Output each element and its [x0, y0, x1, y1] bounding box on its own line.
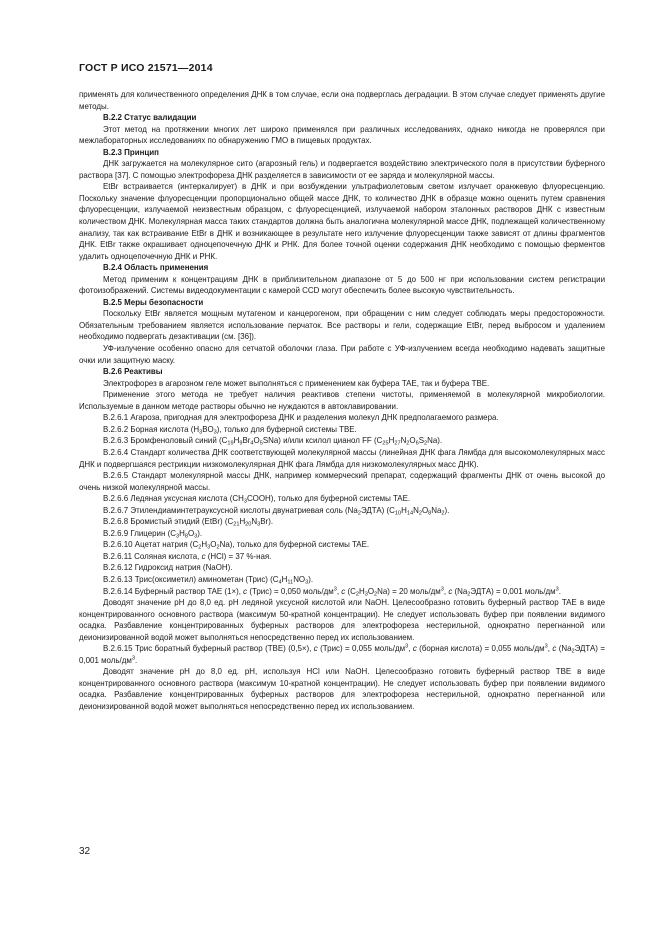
body-paragraph: Этот метод на протяжении многих лет широко применялся при различных исследованиях, однако никогда не проверялся при межлабораторных исследованиях по обнаружению ГМО в пищевых продуктах.: [79, 124, 605, 146]
body-paragraph: Применение этого метода не требует наличия реактивов степени чистоты, применяемой в молекулярной микробиологии. Используемые в данном методе растворы обычно не нуждаются в автоклавировании.: [79, 390, 605, 411]
body-paragraph: В.2.6.8 Бромистый этидий (EtBr) $(C_{21}H_{20}N_3Br)$.: [103, 517, 274, 528]
body-paragraph: В.2.6.15 Трис боратный буферный раствор (TBE) (0,5×), c (Трис) = 0,055 моль/$дм^3$, c (борная кислота) = 0,055 моль/$дм^3$, c $(Na_2ЭДТА) = 0,001$ моль/$дм^3$.: [79, 643, 605, 665]
page-number: 32: [79, 846, 91, 857]
body-paragraph: применять для количественного определения ДНК в том случае, если она подверглась деградации. В этом случае следует применять другие методы.: [79, 90, 605, 111]
section-heading: В.2.2 Статус валидации: [103, 113, 197, 123]
body-paragraph: УФ-излучение особенно опасно для сетчатой оболочки глаза. При работе с УФ-излучением всегда необходимо надевать защитные очки или защитную маску.: [79, 344, 605, 365]
document-body: [79, 89, 605, 713]
body-paragraph: В.2.6.14 Буферный раствор TAE (1×), c (Трис) = 0,050 моль/$дм^3$, c $(C_2H_3O_2Na) = 20$ моль/$дм^3$, c $(Na_2ЭДТА) = 0,001$ моль/$дм^3$.: [103, 586, 561, 598]
body-paragraph: В.2.6.13 Трис(оксиметил) аминометан (Трис) $(C_4H_{11}NO_3)$.: [103, 574, 314, 586]
body-paragraph: В.2.6.7 Этилендиаминтетрауксусной кислоты двунатриевая соль $(Na_2ЭДТА)$ $(C_{10}H_{14}N_2O_8Na_2)$.: [103, 505, 450, 517]
body-paragraph: В.2.6.10 Ацетат натрия $(C_2H_3O_2Na)$, только для буферной системы TAE.: [103, 540, 370, 551]
body-paragraph: Доводят значение pH до 8,0 ед. pH, используя HCl или NaOH. Целесообразно готовить буферный раствор TBE в виде концентрированного основного раствора (максимум 10-кратной концентрации). Не следует использовать буфер при появлении видимого осадка. Разбавление концентрированных буферных растворов для электрофореза нестерильной, однократно перегнанной или деионизированной водой может выполняться непосредственно перед их использованием.: [79, 667, 605, 711]
section-heading: В.2.6 Реактивы: [103, 367, 163, 377]
body-paragraph: В.2.6.5 Стандарт молекулярной массы ДНК, например коммерческий препарат, содержащий фрагменты ДНК от очень высокой до очень низкой молекулярной массы.: [79, 471, 605, 492]
body-paragraph: В.2.6.6 Ледяная уксусная кислота $(CH_3COOH)$, только для буферной системы TAE.: [103, 494, 411, 505]
body-paragraph: EtBr встраивается (интеркалирует) в ДНК и при возбуждении ультрафиолетовым светом излучает оранжевую флуоресценцию. Поскольку значение флуоресценции пропорционально общей массе ДНК, то количество ДНК в образце можно оценить путем сравнения флуоресценции, излучаемой неизвестным образцом, с флуоресценцией, излучаемой набором эталонных растворов ДНК с известным количеством ДНК. Молекулярная масса таких стандартов должна быть аналогична молекулярной массе ДНК, подлежащей количественному анализу, так как встраивание EtBr в ДНК и возникающее в результате него излучение флуоресценции также зависят от длины фрагментов ДНК. EtBr также окрашивает одноцепочечную ДНК и РНК. Для более точной оценки содержания ДНК необходимо с помощью ферментов удалить одноцепочечную ДНК и РНК.: [79, 182, 605, 261]
body-paragraph: Поскольку EtBr является мощным мутагеном и канцерогеном, при обращении с ним следует соблюдать меры предосторожности. Обязательным требованием является использование перчаток. Все растворы и гели, содержащие EtBr, перед выбросом и удалением необходимо подвергать дезактивации (см. [36]).: [79, 309, 605, 342]
body-paragraph: В.2.6.2 Борная кислота $(H_3BO_3)$, только для буферной системы TBE.: [103, 424, 357, 436]
body-paragraph: В.2.6.4 Стандарт количества ДНК соответствующей молекулярной массы (линейная ДНК фага Лямбда для высокомолекулярных масс ДНК и подвергшаяся рестрикции низкомолекулярная ДНК фага Лямбда для низкомолекулярных масс ДНК).: [79, 447, 605, 469]
body-paragraph: Электрофорез в агарозном геле может выполняться с применением как буфера TAE, так и буфера TBE.: [103, 378, 490, 388]
page-header: ГОСТ Р ИСО 21571—2014: [79, 62, 213, 74]
body-paragraph: В.2.6.3 Бромфеноловый синий $(C_{19}H_9Br_4O_5SNa)$ и/или ксилол цианол FF $(C_{25}H_{27}N_2O_6S_2Na)$.: [103, 436, 443, 447]
body-paragraph: В.2.6.9 Глицерин $(C_3H_8O_3)$.: [103, 528, 203, 540]
body-paragraph: ДНК загружается на молекулярное сито (агарозный гель) и подвергается воздействию электрического поля в присутствии буферного раствора [37]. С помощью электрофореза ДНК разделяется в зависимости от ее заряда и молекулярной массы.: [79, 159, 605, 180]
body-paragraph: В.2.6.11 Соляная кислота, c (HCl) = 37 %-ная.: [103, 551, 272, 561]
body-paragraph: Метод применим к концентрациям ДНК в приблизительном диапазоне от 5 до 500 нг при использовании систем регистрации фотоизображений. Системы видеодокументации с камерой CCD могут обеспечить более высокую чувствительность.: [79, 274, 605, 296]
section-heading: В.2.3 Принцип: [103, 147, 159, 157]
body-paragraph: Доводят значение pH до 8,0 ед. pH ледяной уксусной кислотой или NaOH. Целесообразно готовить буферный раствор TAE в виде концентрированного основного раствора (максимум 50-кратной концентрации). Не следует использовать буфер при появлении видимого осадка. Разбавление концентрированных буферных растворов для электрофореза нестерильной, однократно перегнанной или деионизированной водой может выполняться непосредственно перед их использованием.: [79, 598, 605, 642]
section-heading: В.2.5 Меры безопасности: [103, 297, 204, 307]
body-paragraph: В.2.6.1 Агароза, пригодная для электрофореза ДНК и разделения молекул ДНК предполагаемого размера.: [103, 413, 499, 423]
body-paragraph: В.2.6.12 Гидроксид натрия (NaOH).: [103, 563, 233, 573]
section-heading: В.2.4 Область применения: [103, 263, 209, 273]
